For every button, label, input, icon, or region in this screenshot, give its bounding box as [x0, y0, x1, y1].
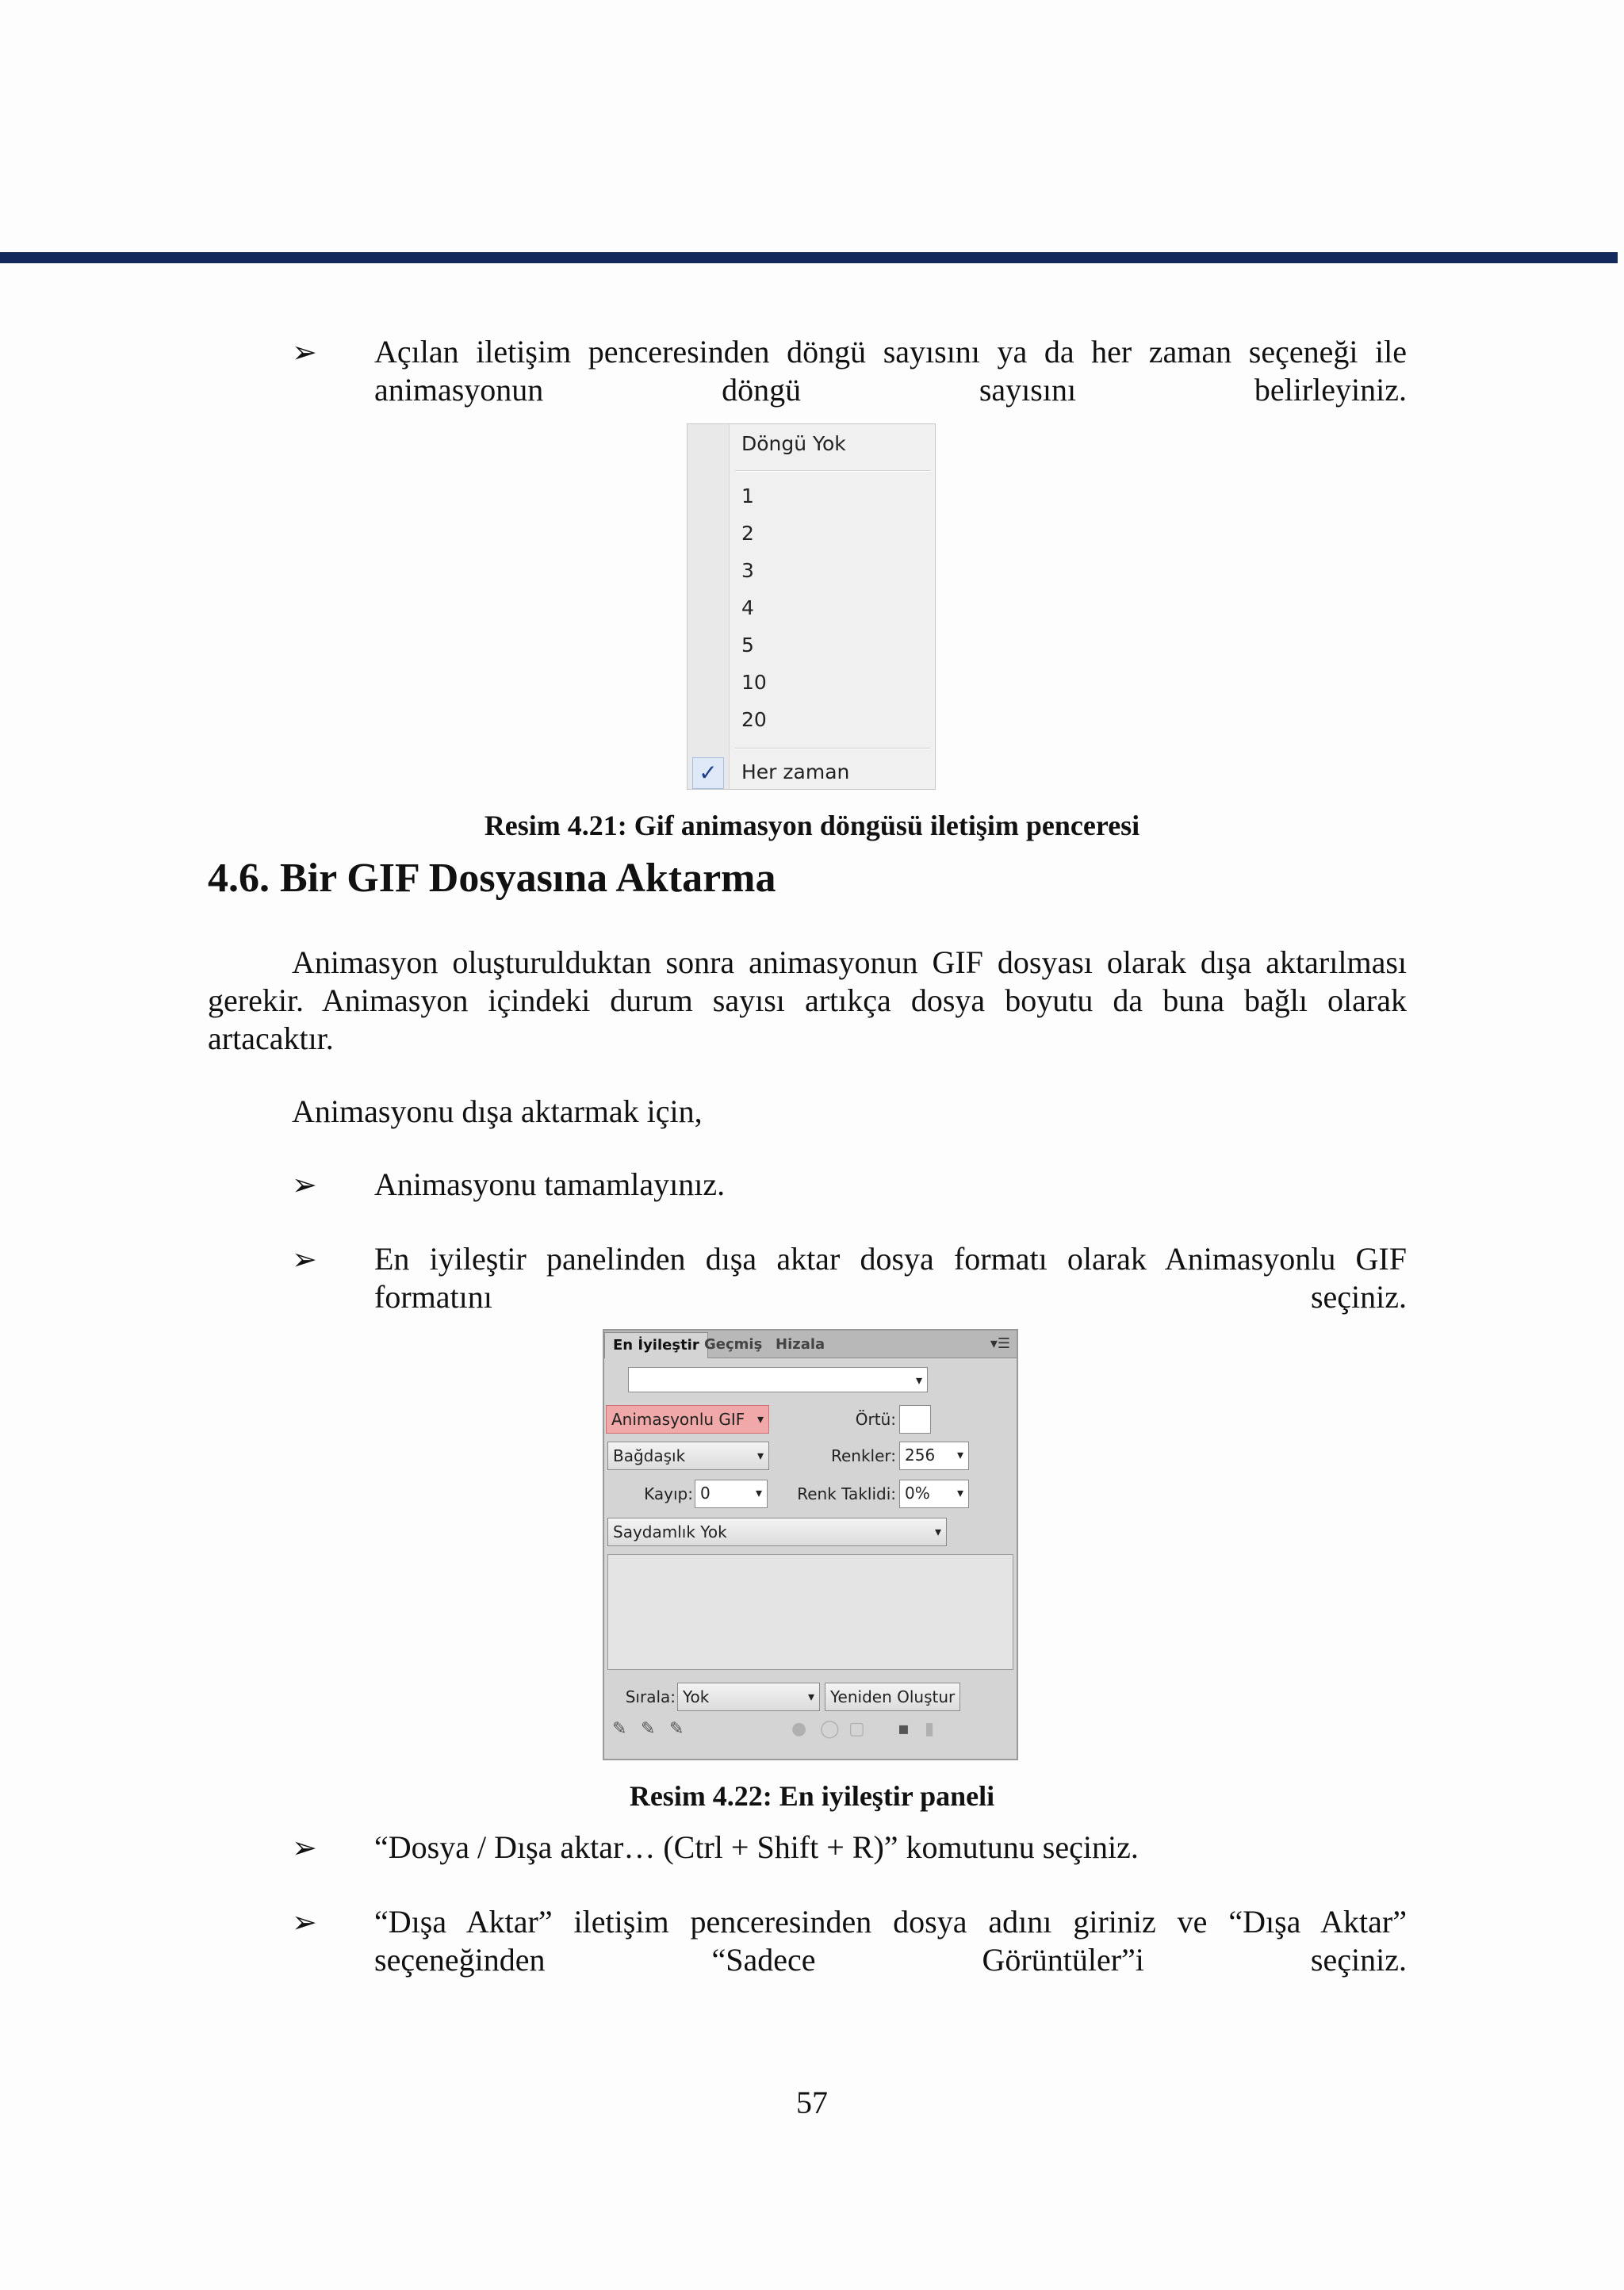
palette-select[interactable]: [607, 1442, 769, 1470]
menu-item-loop-20[interactable]: 20: [741, 708, 767, 731]
intro-text: Animasyonu dışa aktarmak için,: [292, 1093, 703, 1129]
add-color-icon[interactable]: ✎: [641, 1719, 656, 1739]
dither-value: 0%: [905, 1484, 930, 1503]
menu-item-forever[interactable]: Her zaman: [741, 760, 850, 783]
remove-color-icon[interactable]: ✎: [669, 1719, 684, 1739]
body-paragraph: Animasyon oluşturulduktan sonra animasyonun GIF dosyası olarak dışa aktarılması gerekir. Animasyon içindeki durum sayısı artıkça dosya boyutu da buna bağlı olarak artacaktır.: [208, 944, 1407, 1056]
tab-align[interactable]: Hizala: [776, 1336, 825, 1353]
bullet-marker: ➢: [292, 1830, 317, 1865]
dither-label: Renk Taklidi:: [797, 1484, 896, 1503]
chevron-down-icon: ▾: [756, 1411, 764, 1426]
trash-icon[interactable]: ▮: [925, 1719, 935, 1739]
chevron-down-icon: ▾: [915, 1373, 922, 1388]
bullet-marker: ➢: [292, 1242, 317, 1277]
page-number: 57: [796, 2085, 828, 2120]
edit-color-icon[interactable]: ✎: [612, 1719, 627, 1739]
menu-item-loop-10[interactable]: 10: [741, 671, 767, 694]
web-snap-icon[interactable]: ●: [791, 1719, 807, 1739]
menu-item-loop-5[interactable]: 5: [741, 634, 754, 657]
swatch-preview-area: [607, 1554, 1013, 1670]
menu-item-loop-4[interactable]: 4: [741, 596, 754, 619]
section-heading: 4.6. Bir GIF Dosyasına Aktarma: [208, 856, 776, 901]
tab-history[interactable]: Geçmiş: [704, 1336, 763, 1353]
chevron-down-icon: ▾: [956, 1447, 963, 1462]
matte-label: Örtü:: [855, 1410, 896, 1429]
bullet-text: Animasyonu tamamlayınız.: [374, 1166, 726, 1202]
transparent-icon[interactable]: ◯: [820, 1719, 840, 1739]
tab-optimize[interactable]: En İyileştir: [604, 1332, 708, 1358]
loop-count-menu: [687, 423, 936, 790]
sort-label: Sırala:: [625, 1687, 676, 1706]
sort-value: Yok: [683, 1687, 710, 1706]
colors-value: 256: [905, 1446, 936, 1465]
bullet-text: “Dışa Aktar” iletişim penceresinden dosya adını giriniz ve “Dışa Aktar” seçeneğinden “Sadece Görüntüler”i seçiniz.: [374, 1904, 1407, 1978]
dither-input[interactable]: [899, 1480, 969, 1508]
sort-select[interactable]: [677, 1683, 820, 1711]
menu-separator: [735, 470, 930, 472]
transparency-select[interactable]: [607, 1518, 947, 1546]
palette-value: Bağdaşık: [613, 1446, 686, 1465]
bullet-text: En iyileştir panelinden dışa aktar dosya formatı olarak Animasyonlu GIF formatını seçiniz.: [374, 1241, 1407, 1315]
preset-select[interactable]: [628, 1367, 928, 1392]
lock-icon[interactable]: ▢: [848, 1719, 865, 1739]
colors-select[interactable]: [899, 1442, 969, 1470]
matte-swatch[interactable]: [899, 1405, 931, 1434]
colors-label: Renkler:: [830, 1446, 896, 1465]
menu-item-loop-3[interactable]: 3: [741, 559, 754, 582]
chevron-down-icon: ▾: [934, 1524, 941, 1539]
loss-input[interactable]: [695, 1480, 768, 1508]
bullet-text: Açılan iletişim penceresinden döngü sayısını ya da her zaman seçeneği ile animasyonun döngü sayısını belirleyiniz.: [374, 334, 1407, 408]
menu-separator: [735, 748, 930, 749]
menu-gutter: [688, 424, 730, 789]
loss-label: Kayıp:: [644, 1484, 693, 1503]
bullet-text: “Dosya / Dışa aktar… (Ctrl + Shift + R)” komutunu seçiniz.: [374, 1829, 1139, 1865]
chevron-down-icon: ▾: [755, 1485, 762, 1500]
checkmark-icon: ✓: [692, 757, 724, 789]
rebuild-button[interactable]: Yeniden Oluştur: [825, 1683, 960, 1711]
figure-caption: Resim 4.22: En iyileştir paneli: [629, 1780, 995, 1812]
bullet-marker: ➢: [292, 1167, 317, 1202]
new-swatch-icon[interactable]: ▪: [898, 1719, 910, 1739]
bullet-marker: ➢: [292, 335, 317, 370]
chevron-down-icon: ▾: [807, 1689, 814, 1704]
loss-value: 0: [700, 1484, 710, 1503]
format-select[interactable]: [606, 1405, 769, 1434]
menu-item-loop-1[interactable]: 1: [741, 484, 754, 507]
format-value: Animasyonlu GIF: [611, 1410, 745, 1429]
menu-item-no-loop[interactable]: Döngü Yok: [741, 432, 846, 455]
optimize-panel: [603, 1329, 1018, 1760]
chevron-down-icon: ▾: [956, 1485, 963, 1500]
transparency-value: Saydamlık Yok: [613, 1522, 727, 1541]
menu-item-loop-2[interactable]: 2: [741, 522, 754, 545]
bullet-marker: ➢: [292, 1905, 317, 1940]
panel-tab-bar: [604, 1331, 1017, 1358]
figure-caption: Resim 4.21: Gif animasyon döngüsü iletişim penceresi: [484, 810, 1140, 841]
header-rule: [0, 252, 1618, 263]
chevron-down-icon: ▾: [756, 1448, 764, 1463]
panel-menu-icon[interactable]: ▾☰: [990, 1335, 1010, 1352]
